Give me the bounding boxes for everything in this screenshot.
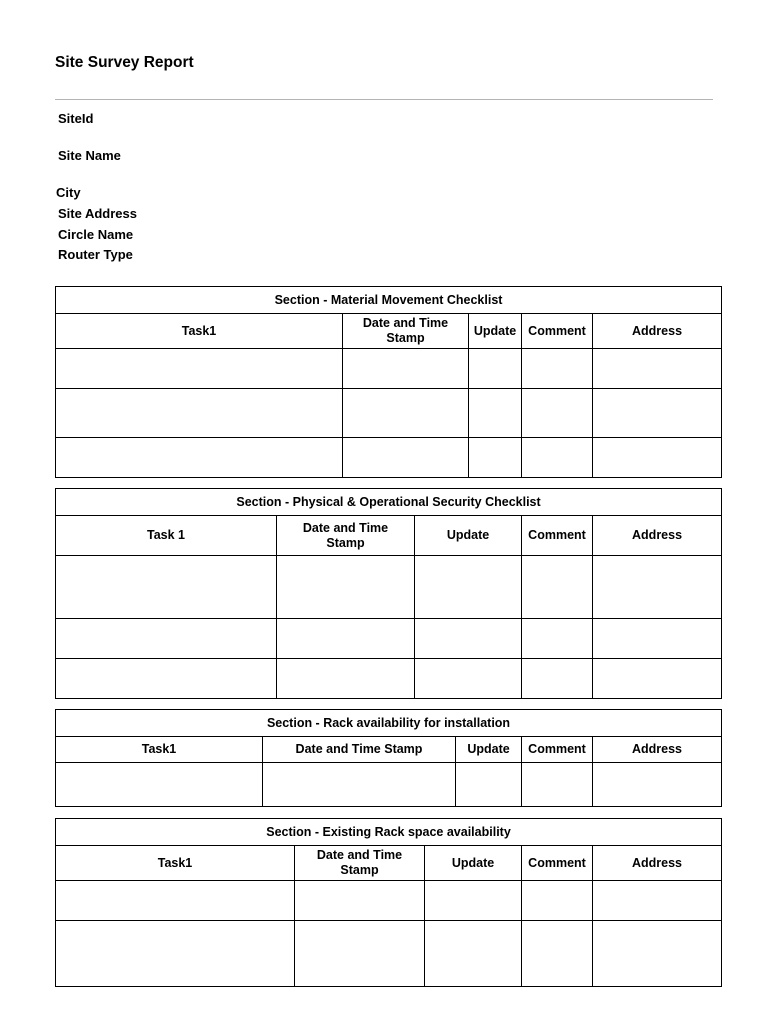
table-cell[interactable] — [56, 921, 295, 987]
table-cell[interactable] — [56, 763, 263, 807]
rack-availability-table — [55, 709, 722, 807]
section-title: Section - Existing Rack space availability — [56, 819, 722, 846]
table-cell[interactable] — [425, 921, 522, 987]
table-cell[interactable] — [522, 556, 593, 619]
table-cell[interactable] — [56, 389, 343, 438]
table-cell[interactable] — [522, 389, 593, 438]
column-header-address: Address — [593, 314, 722, 349]
title-divider — [55, 99, 713, 100]
column-header-task: Task 1 — [56, 516, 277, 556]
column-header-address: Address — [593, 737, 722, 763]
column-header-update: Update — [456, 737, 522, 763]
table-cell[interactable] — [522, 438, 593, 478]
column-header-date-time: Date and Time Stamp — [343, 314, 469, 349]
table-cell[interactable] — [56, 556, 277, 619]
column-header-comment: Comment — [522, 314, 593, 349]
table-cell[interactable] — [522, 349, 593, 389]
table-row — [56, 389, 722, 438]
column-header-task: Task1 — [56, 846, 295, 881]
physical-security-table — [55, 488, 722, 699]
table-cell[interactable] — [522, 921, 593, 987]
table-cell[interactable] — [277, 659, 415, 699]
table-cell[interactable] — [56, 619, 277, 659]
column-header-task: Task1 — [56, 314, 343, 349]
table-cell[interactable] — [469, 438, 522, 478]
table-cell[interactable] — [425, 881, 522, 921]
column-header-date-time: Date and Time Stamp — [295, 846, 425, 881]
field-city: City — [56, 185, 81, 200]
table-cell[interactable] — [415, 556, 522, 619]
table-cell[interactable] — [56, 438, 343, 478]
material-movement-table — [55, 286, 722, 478]
table-cell[interactable] — [593, 556, 722, 619]
column-header-task: Task1 — [56, 737, 263, 763]
table-cell[interactable] — [263, 763, 456, 807]
section-physical-security — [55, 488, 721, 699]
table-cell[interactable] — [469, 389, 522, 438]
table-cell[interactable] — [277, 556, 415, 619]
column-header-comment: Comment — [522, 737, 593, 763]
table-cell[interactable] — [593, 763, 722, 807]
table-cell[interactable] — [343, 349, 469, 389]
column-header-update: Update — [415, 516, 522, 556]
table-cell[interactable] — [56, 659, 277, 699]
column-header-date-time: Date and Time Stamp — [263, 737, 456, 763]
table-cell[interactable] — [593, 921, 722, 987]
table-cell[interactable] — [415, 659, 522, 699]
table-cell[interactable] — [415, 619, 522, 659]
table-cell[interactable] — [277, 619, 415, 659]
section-title: Section - Material Movement Checklist — [56, 287, 722, 314]
table-cell[interactable] — [469, 349, 522, 389]
table-row — [56, 921, 722, 987]
table-row — [56, 659, 722, 699]
table-row — [56, 619, 722, 659]
table-cell[interactable] — [522, 619, 593, 659]
table-row — [56, 349, 722, 389]
table-cell[interactable] — [593, 619, 722, 659]
column-header-update: Update — [425, 846, 522, 881]
table-row — [56, 556, 722, 619]
field-site-id: SiteId — [58, 111, 94, 126]
table-row — [56, 881, 722, 921]
section-title: Section - Rack availability for installation — [56, 710, 722, 737]
existing-rack-space-table — [55, 818, 722, 987]
table-cell[interactable] — [522, 763, 593, 807]
table-row — [56, 763, 722, 807]
table-cell[interactable] — [522, 659, 593, 699]
section-rack-availability — [55, 709, 721, 807]
column-header-date-time: Date and Time Stamp — [277, 516, 415, 556]
report-title: Site Survey Report — [55, 54, 194, 71]
column-header-comment: Comment — [522, 846, 593, 881]
column-header-address: Address — [593, 516, 722, 556]
table-cell[interactable] — [343, 389, 469, 438]
column-header-address: Address — [593, 846, 722, 881]
table-cell[interactable] — [522, 881, 593, 921]
table-cell[interactable] — [295, 921, 425, 987]
table-cell[interactable] — [295, 881, 425, 921]
field-site-name: Site Name — [58, 148, 121, 163]
table-cell[interactable] — [593, 349, 722, 389]
table-row — [56, 438, 722, 478]
column-header-update: Update — [469, 314, 522, 349]
table-cell[interactable] — [593, 881, 722, 921]
table-cell[interactable] — [343, 438, 469, 478]
column-header-comment: Comment — [522, 516, 593, 556]
table-cell[interactable] — [593, 438, 722, 478]
table-cell[interactable] — [593, 659, 722, 699]
field-circle-name: Circle Name — [58, 227, 134, 242]
table-cell[interactable] — [56, 881, 295, 921]
field-site-address: Site Address — [58, 206, 137, 221]
table-cell[interactable] — [56, 349, 343, 389]
field-router-type: Router Type — [58, 247, 133, 262]
section-material-movement — [55, 286, 721, 478]
section-existing-rack-space — [55, 818, 721, 987]
table-cell[interactable] — [456, 763, 522, 807]
table-cell[interactable] — [593, 389, 722, 438]
section-title: Section - Physical & Operational Security Checklist — [56, 489, 722, 516]
